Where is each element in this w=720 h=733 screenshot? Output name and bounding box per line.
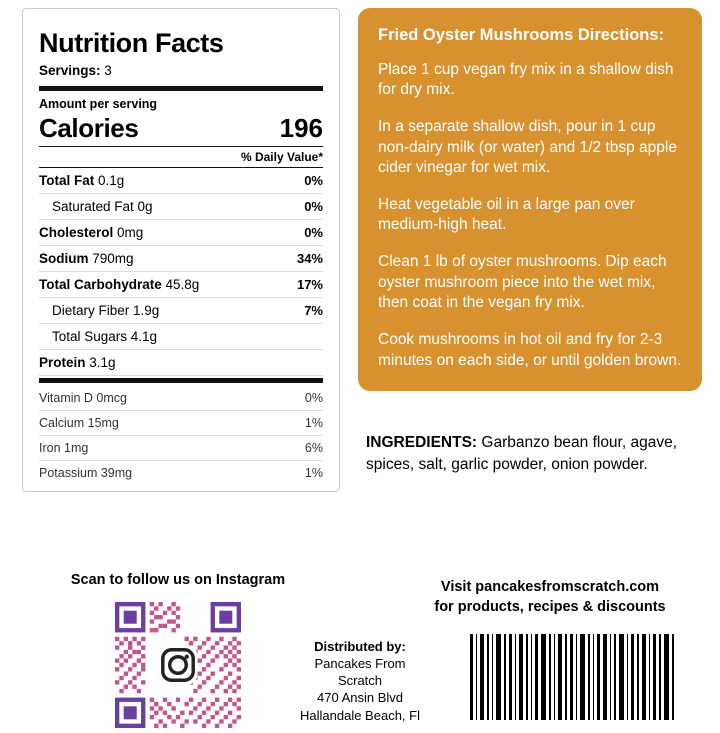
micronutrient-row: [39, 436, 323, 460]
nutrient-daily-value: 7%: [304, 303, 323, 319]
nutrient-name: Total Carbohydrate 45.8g: [39, 277, 200, 293]
distributor-line: Pancakes From: [314, 656, 406, 672]
barcode-block: [466, 634, 678, 720]
instagram-glyph: [158, 645, 197, 684]
nutrient-row: [39, 220, 323, 245]
nutrient-daily-value: 0%: [304, 199, 323, 215]
nutrient-daily-value: 0%: [304, 173, 323, 189]
micronutrient-name: Vitamin D 0mcg: [39, 391, 127, 406]
micronutrient-name: Iron 1mg: [39, 441, 89, 456]
servings-value: 3: [104, 63, 112, 79]
micronutrient-row: [39, 411, 323, 435]
direction-step: Place 1 cup vegan fry mix in a shallow dish for dry mix.: [378, 60, 674, 99]
servings-line: [39, 63, 323, 78]
nutrient-row: [39, 246, 323, 271]
micronutrient-row: [39, 386, 323, 410]
nutrient-name: Protein 3.1g: [39, 355, 116, 371]
nutrient-row: [39, 194, 323, 219]
nutrient-rows: [39, 168, 323, 376]
direction-step: Clean 1 lb of oyster mushrooms. Dip each oyster mushroom piece into the wet mix, then coat in the vegan fry mix.: [378, 253, 667, 312]
nutrient-name: Cholesterol 0mg: [39, 225, 144, 241]
distributor-line: 470 Ansin Blvd: [316, 690, 403, 706]
daily-value-header: % Daily Value*: [240, 150, 323, 165]
nutrient-row: [39, 324, 323, 349]
nutrient-name: Saturated Fat 0g: [52, 199, 153, 215]
distributor-heading: Distributed by:: [314, 639, 406, 654]
distributor-line: Scratch: [337, 673, 383, 689]
website-block: [400, 578, 700, 617]
nutrient-daily-value: 17%: [296, 277, 323, 293]
nutrient-name: Dietary Fiber 1.9g: [52, 303, 160, 319]
micronutrient-row: [39, 461, 323, 485]
micronutrient-daily-value: 1%: [304, 466, 323, 481]
divider-thick-2: [39, 378, 323, 383]
micronutrient-daily-value: 6%: [304, 441, 323, 456]
direction-step: Heat vegetable oil in a large pan over medium-high heat.: [378, 195, 635, 234]
qr-code-icon[interactable]: [115, 602, 241, 728]
nutrient-daily-value: 34%: [296, 251, 323, 267]
micronutrient-daily-value: 0%: [304, 391, 323, 406]
directions-panel: [358, 8, 702, 391]
direction-step: Cook mushrooms in hot oil and fry for 2-3 minutes on each side, or until golden brown.: [378, 330, 682, 369]
ingredients-text: Garbanzo bean flour, agave, spices, salt, garlic powder, onion powder.: [366, 434, 678, 474]
ingredients-label: INGREDIENTS:: [366, 434, 478, 451]
micronutrient-rows: [39, 386, 323, 485]
calories-row: [39, 113, 323, 146]
micronutrient-name: Calcium 15mg: [39, 416, 119, 431]
micronutrient-name: Potassium 39mg: [39, 466, 133, 481]
nutrient-row: [39, 272, 323, 297]
amount-per-serving-label: Amount per serving: [39, 97, 158, 112]
barcode-icon: [466, 634, 678, 720]
directions-steps: [378, 60, 682, 371]
nutrition-facts-title: Nutrition Facts: [39, 28, 224, 58]
ingredients-block: [366, 432, 706, 477]
directions-title: Fried Oyster Mushrooms Directions:: [378, 26, 665, 44]
instagram-caption: Scan to follow us on Instagram: [70, 572, 286, 588]
calories-value: 196: [279, 113, 323, 144]
servings-label: Servings:: [39, 63, 101, 79]
micronutrient-daily-value: 1%: [304, 416, 323, 431]
nutrient-name: Total Sugars 4.1g: [52, 329, 158, 345]
distributor-line: Hallandale Beach, Fl: [300, 707, 420, 723]
website-line-2: for products, recipes & discounts: [434, 598, 666, 615]
website-line-1: Visit pancakesfromscratch.com: [440, 579, 660, 595]
nutrient-name: Sodium 790mg: [39, 251, 134, 267]
nutrient-name: Total Fat 0.1g: [39, 173, 125, 189]
nutrient-row: [39, 168, 323, 193]
distributor-lines: [268, 655, 452, 724]
nutrient-row: [39, 350, 323, 375]
nutrition-facts-panel: [22, 8, 340, 492]
calories-label: Calories: [39, 113, 139, 144]
nutrient-row: [39, 298, 323, 323]
divider-thick: [39, 86, 323, 91]
distributor-block: [268, 638, 452, 724]
direction-step: In a separate shallow dish, pour in 1 cup non-dairy milk (or water) and 1/2 tbsp apple cider vinegar for wet mix.: [378, 118, 677, 177]
row-divider: [39, 375, 323, 376]
nutrient-daily-value: 0%: [304, 225, 323, 241]
